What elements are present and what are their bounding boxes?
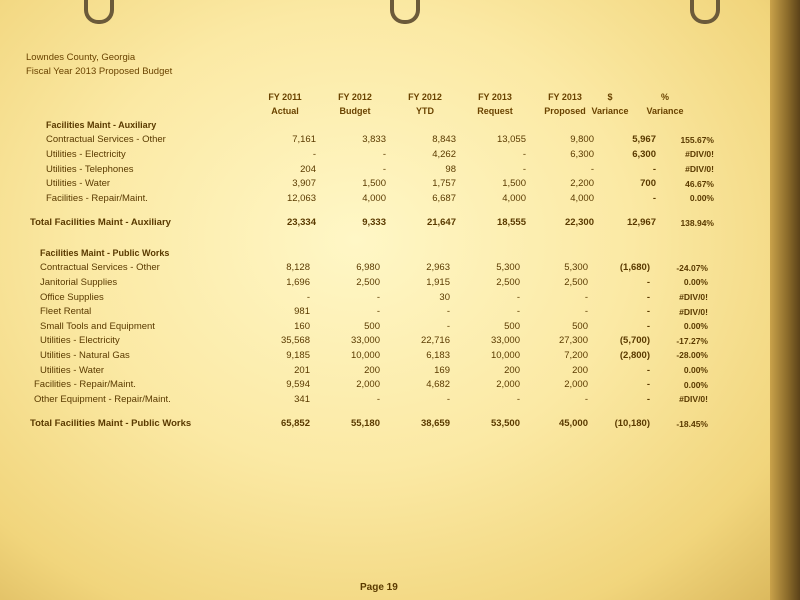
cell-fy2011-actual: 9,185 <box>286 349 310 361</box>
cell-pct-variance: 0.00% <box>683 379 708 390</box>
cell-fy2013-request: - <box>522 163 526 175</box>
cell-pct-variance: #DIV/0! <box>679 292 708 303</box>
cell-fy2012-ytd: 2,963 <box>426 262 450 274</box>
cell-fy2013-proposed: 9,800 <box>570 134 594 146</box>
cell-dollar-variance: (2,800) <box>619 349 650 361</box>
cell-dollar-variance: 6,300 <box>632 148 656 160</box>
cell-pct-variance: #DIV/0! <box>685 164 714 175</box>
cell-fy2011-actual: 3,907 <box>292 178 316 190</box>
cell-fy2013-proposed: - <box>590 163 594 175</box>
cell-fy2013-request: - <box>516 291 520 303</box>
col-header-line2: Variance <box>646 106 684 116</box>
cell-fy2012-budget: 4,000 <box>362 192 386 204</box>
cell-fy2012-ytd: 6,183 <box>426 349 450 361</box>
col-header-line2: Proposed <box>544 106 586 116</box>
total-dollar-variance: 12,967 <box>626 217 656 229</box>
cell-fy2012-ytd: 4,682 <box>426 379 450 391</box>
total-fy2012-budget: 9,333 <box>362 217 386 229</box>
cell-fy2013-request: 13,055 <box>496 134 526 146</box>
row-label: Contractual Services - Other <box>40 262 160 274</box>
row-label: Utilities - Electricity <box>46 148 126 160</box>
cell-fy2013-proposed: 2,500 <box>564 276 588 288</box>
col-header-line2: YTD <box>416 106 434 116</box>
cell-fy2012-budget: - <box>382 163 386 175</box>
cell-fy2012-ytd: 1,915 <box>426 276 450 288</box>
cell-fy2012-ytd: 98 <box>445 163 456 175</box>
row-label: Facilities - Repair/Maint. <box>46 192 148 204</box>
cell-fy2012-budget: 3,833 <box>362 134 386 146</box>
total-label: Total Facilities Maint - Public Works <box>30 418 192 430</box>
auxiliary-table <box>30 118 714 230</box>
cell-fy2013-proposed: - <box>584 291 588 303</box>
total-pct-variance: 138.94% <box>680 217 714 228</box>
cell-pct-variance: #DIV/0! <box>679 394 708 405</box>
cell-pct-variance: -24.07% <box>676 262 708 273</box>
total-row <box>30 216 714 231</box>
row-label: Janitorial Supplies <box>40 276 118 288</box>
cell-pct-variance: -28.00% <box>676 350 708 361</box>
cell-fy2012-ytd: 4,262 <box>432 148 456 160</box>
cell-fy2012-budget: 1,500 <box>362 178 386 190</box>
table-row <box>30 377 708 392</box>
row-label: Utilities - Natural Gas <box>40 349 130 361</box>
cell-pct-variance: 155.67% <box>680 134 714 145</box>
cell-fy2012-ytd: 169 <box>434 364 450 376</box>
cell-fy2012-ytd: 6,687 <box>432 192 456 204</box>
total-fy2013-proposed: 22,300 <box>564 217 594 229</box>
cell-fy2013-proposed: 2,000 <box>564 379 588 391</box>
cell-pct-variance: 46.67% <box>685 178 714 189</box>
row-label: Utilities - Telephones <box>46 163 134 175</box>
table-row <box>30 363 708 378</box>
col-header-line1: $ <box>607 92 613 102</box>
cell-fy2011-actual: 160 <box>294 320 310 332</box>
cell-fy2013-proposed: 5,300 <box>564 262 588 274</box>
cell-dollar-variance: (1,680) <box>619 262 650 274</box>
cell-fy2012-ytd: 22,716 <box>420 335 450 347</box>
cell-fy2013-request: 4,000 <box>502 192 526 204</box>
cell-fy2012-ytd: - <box>446 320 450 332</box>
col-header-line1: FY 2011 <box>268 92 302 102</box>
col-header-line1: FY 2012 <box>408 92 442 102</box>
cell-dollar-variance: - <box>646 393 650 405</box>
total-fy2011-actual: 23,334 <box>286 217 316 229</box>
cell-fy2013-proposed: - <box>584 306 588 318</box>
cell-fy2012-budget: - <box>382 148 386 160</box>
cell-fy2011-actual: 8,128 <box>286 262 310 274</box>
cell-fy2011-actual: 7,161 <box>292 134 316 146</box>
cell-fy2011-actual: 204 <box>300 163 316 175</box>
cell-dollar-variance: - <box>646 320 650 332</box>
cell-dollar-variance: - <box>646 364 650 376</box>
col-header <box>460 90 530 118</box>
cell-fy2013-proposed: 7,200 <box>564 349 588 361</box>
cell-fy2011-actual: - <box>312 148 316 160</box>
row-label: Fleet Rental <box>40 306 92 318</box>
cell-fy2013-request: 5,300 <box>496 262 520 274</box>
cell-fy2011-actual: 981 <box>294 306 310 318</box>
total-label: Total Facilities Maint - Auxiliary <box>30 217 171 229</box>
row-label: Small Tools and Equipment <box>40 320 155 332</box>
col-header-line2: Variance <box>591 106 629 116</box>
cell-fy2011-actual: 1,696 <box>286 276 310 288</box>
col-header-line2: Actual <box>271 106 299 116</box>
total-fy2012-budget: 55,180 <box>350 418 380 430</box>
cell-fy2011-actual: 9,594 <box>286 379 310 391</box>
cell-fy2013-request: - <box>516 306 520 318</box>
doc-subtitle: Fiscal Year 2013 Proposed Budget <box>26 66 173 77</box>
cell-fy2012-budget: - <box>376 291 380 303</box>
public-works-table <box>30 246 708 431</box>
cell-fy2011-actual: 201 <box>294 364 310 376</box>
cell-dollar-variance: - <box>646 276 650 288</box>
cell-dollar-variance: - <box>646 306 650 318</box>
col-header-line2: Budget <box>339 106 371 116</box>
table-row <box>30 162 714 177</box>
cell-fy2013-request: 10,000 <box>490 349 520 361</box>
row-label: Office Supplies <box>40 291 104 303</box>
row-label: Utilities - Water <box>46 178 111 190</box>
table-row <box>30 191 714 206</box>
cell-pct-variance: 0.00% <box>683 321 708 332</box>
total-fy2013-proposed: 45,000 <box>558 418 588 430</box>
cell-fy2012-budget: 500 <box>364 320 380 332</box>
cell-pct-variance: -17.27% <box>676 335 708 346</box>
col-header <box>320 90 390 118</box>
section-heading: Facilities Maint - Auxiliary <box>46 120 157 131</box>
col-header-line1: % <box>660 92 669 102</box>
cell-pct-variance: 0.00% <box>689 193 714 204</box>
cell-dollar-variance: - <box>646 379 650 391</box>
table-row <box>30 319 708 334</box>
cell-pct-variance: 0.00% <box>683 365 708 376</box>
total-dollar-variance: (10,180) <box>614 418 650 430</box>
total-fy2012-ytd: 21,647 <box>426 217 456 229</box>
row-label: Utilities - Electricity <box>40 335 120 347</box>
cell-dollar-variance: 5,967 <box>632 134 656 146</box>
cell-pct-variance: 0.00% <box>683 277 708 288</box>
total-fy2011-actual: 65,852 <box>280 418 310 430</box>
row-label: Other Equipment - Repair/Maint. <box>34 393 171 405</box>
table-row <box>30 133 714 148</box>
row-label: Utilities - Water <box>40 364 105 376</box>
col-header-line1: FY 2013 <box>548 92 582 102</box>
total-fy2012-ytd: 38,659 <box>420 418 450 430</box>
col-header-line2: Request <box>477 106 513 116</box>
cell-fy2013-request: - <box>516 393 520 405</box>
cell-dollar-variance: (5,700) <box>619 335 650 347</box>
cell-fy2012-ytd: - <box>446 306 450 318</box>
total-fy2013-request: 18,555 <box>496 217 526 229</box>
total-pct-variance: -18.45% <box>676 418 708 429</box>
cell-fy2012-budget: 6,980 <box>356 262 380 274</box>
table-row <box>30 304 708 319</box>
cell-fy2013-request: 2,000 <box>496 379 520 391</box>
cell-fy2013-request: 1,500 <box>502 178 526 190</box>
cell-fy2011-actual: 341 <box>294 393 310 405</box>
row-label: Facilities - Repair/Maint. <box>34 379 136 391</box>
cell-pct-variance: #DIV/0! <box>685 149 714 160</box>
col-header <box>390 90 460 118</box>
total-row <box>30 417 708 432</box>
cell-dollar-variance: - <box>652 192 656 204</box>
cell-fy2013-proposed: - <box>584 393 588 405</box>
org-title: Lowndes County, Georgia <box>26 52 136 63</box>
cell-fy2011-actual: - <box>306 291 310 303</box>
cell-fy2012-ytd: 1,757 <box>432 178 456 190</box>
table-row <box>30 334 708 349</box>
cell-fy2013-request: - <box>522 148 526 160</box>
cell-fy2013-request: 500 <box>504 320 520 332</box>
cell-fy2012-budget: 2,500 <box>356 276 380 288</box>
cell-dollar-variance: 700 <box>640 178 656 190</box>
cell-fy2013-proposed: 27,300 <box>558 335 588 347</box>
cell-fy2011-actual: 35,568 <box>280 335 310 347</box>
cell-fy2012-ytd: 8,843 <box>432 134 456 146</box>
table-row <box>30 392 708 407</box>
table-row <box>30 348 708 363</box>
cell-fy2013-proposed: 2,200 <box>570 178 594 190</box>
cell-fy2012-ytd: 30 <box>439 291 450 303</box>
table-row <box>30 261 708 276</box>
col-header <box>630 90 700 118</box>
col-header <box>250 90 320 118</box>
cell-fy2011-actual: 12,063 <box>286 192 316 204</box>
cell-fy2013-proposed: 6,300 <box>570 148 594 160</box>
cell-pct-variance: #DIV/0! <box>679 306 708 317</box>
cell-fy2012-budget: - <box>376 393 380 405</box>
cell-fy2012-budget: 2,000 <box>356 379 380 391</box>
cell-fy2012-budget: 10,000 <box>350 349 380 361</box>
cell-fy2012-budget: 200 <box>364 364 380 376</box>
cell-dollar-variance: - <box>652 163 656 175</box>
total-fy2013-request: 53,500 <box>490 418 520 430</box>
table-row <box>30 290 708 305</box>
section-heading-row <box>30 118 714 133</box>
cell-fy2013-request: 200 <box>504 364 520 376</box>
cell-fy2013-request: 33,000 <box>490 335 520 347</box>
cell-fy2013-proposed: 500 <box>572 320 588 332</box>
row-label: Contractual Services - Other <box>46 134 166 146</box>
cell-fy2013-proposed: 200 <box>572 364 588 376</box>
cell-fy2012-ytd: - <box>446 393 450 405</box>
cell-dollar-variance: - <box>646 291 650 303</box>
section-heading-row <box>30 246 708 261</box>
cell-fy2012-budget: - <box>376 306 380 318</box>
col-header-line1: FY 2012 <box>338 92 372 102</box>
col-header-line1: FY 2013 <box>478 92 512 102</box>
table-row <box>30 147 714 162</box>
cell-fy2013-request: 2,500 <box>496 276 520 288</box>
cell-fy2013-proposed: 4,000 <box>570 192 594 204</box>
table-row <box>30 275 708 290</box>
page-number: Page 19 <box>360 582 398 593</box>
table-row <box>30 176 714 191</box>
cell-fy2012-budget: 33,000 <box>350 335 380 347</box>
section-heading: Facilities Maint - Public Works <box>40 248 170 259</box>
